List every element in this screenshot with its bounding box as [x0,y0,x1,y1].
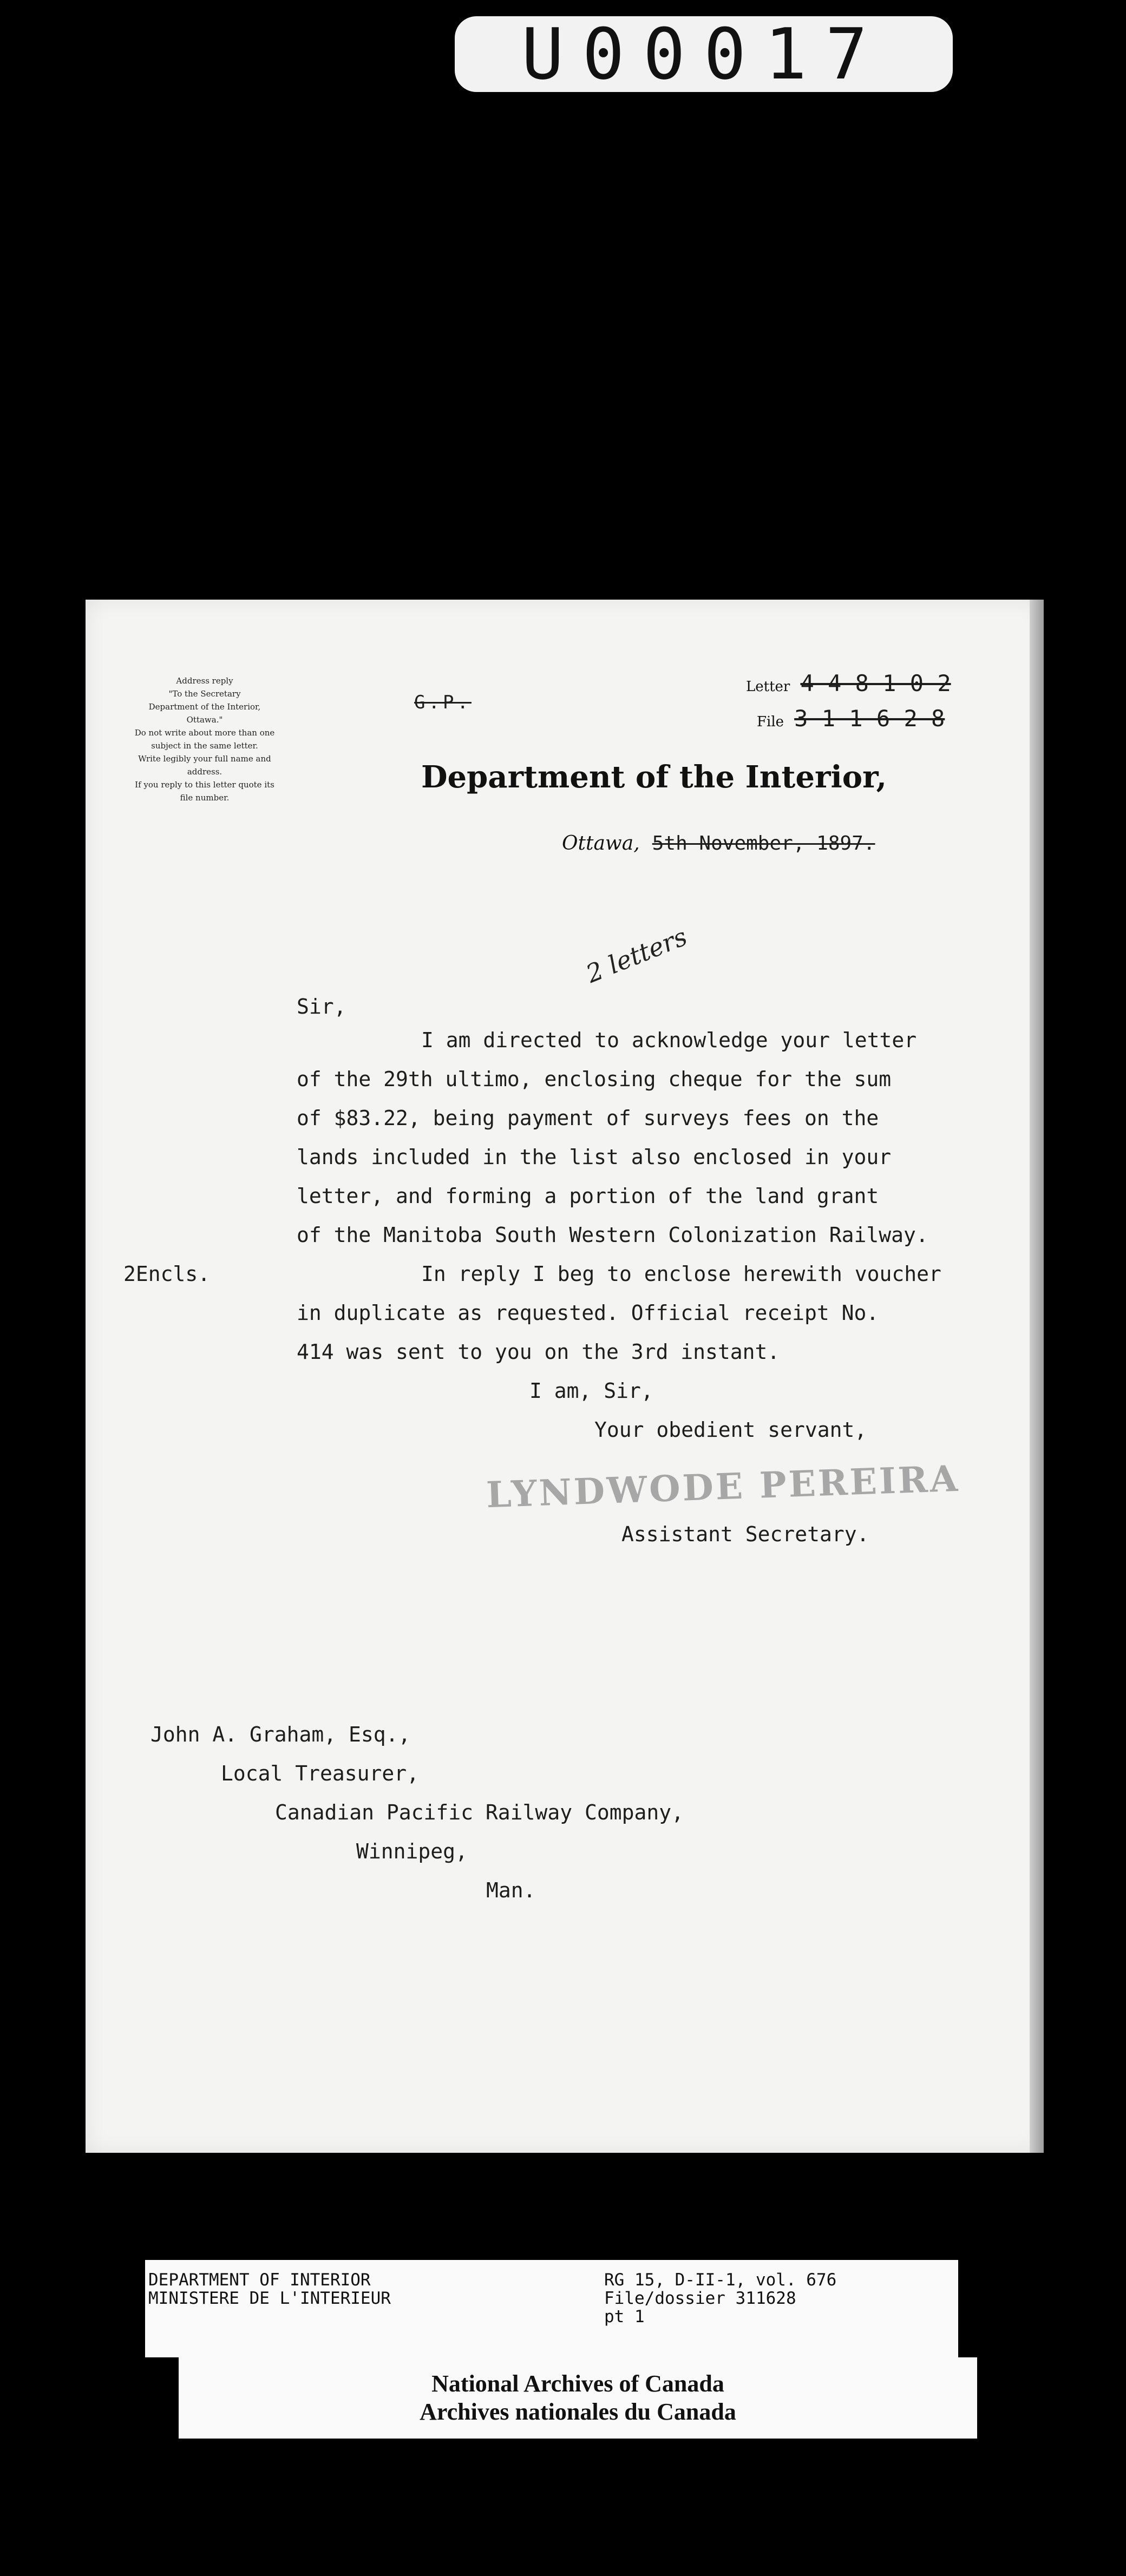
file-number: 3 1 1 6 2 8 [794,705,945,732]
archive-reference-label [145,2260,958,2357]
notice-line: Department of the Interior, [148,702,261,712]
body-line: of $83.22, being payment of surveys fees on the [297,1106,879,1130]
archives-credit-fr: Archives nationales du Canada [420,2398,736,2425]
addressee-line: John A. Graham, Esq., [150,1723,411,1746]
body-line: 414 was sent to you on the 3rd instant. [297,1340,780,1364]
handwritten-annotation: 2 letters [582,922,691,989]
initials: G.P. [414,692,472,713]
body-line: In reply I beg to enclose herewith voucher [421,1262,941,1286]
department-heading: Department of the Interior, [421,759,887,795]
body-line: of the Manitoba South Western Colonization Railway. [297,1223,928,1247]
signature-stamp: LYNDWODE PEREIRA [485,1457,961,1516]
closing-line: I am, Sir, [529,1379,653,1403]
body-line: in duplicate as requested. Official receipt No. [297,1301,879,1325]
notice-line: Do not write about more than one [134,728,275,738]
notice-line: subject in the same letter. [151,741,258,751]
body-line: I am directed to acknowledge your letter [421,1028,917,1052]
body-line: lands included in the list also enclosed in your [297,1145,892,1169]
addressee-line: Local Treasurer, [221,1762,420,1785]
enclosures-note: 2Encls. [123,1262,211,1286]
addressee-line: Canadian Pacific Railway Company, [275,1800,684,1824]
letter-label: Letter [746,679,790,695]
notice-line: "To the Secretary [168,689,241,699]
notice-line: Write legibly your full name and [138,754,271,764]
body-line: of the 29th ultimo, enclosing cheque for the sum [297,1067,892,1091]
page-edge [1030,600,1044,2153]
archives-credit-en: National Archives of Canada [431,2370,724,2397]
notice-line: Address reply [176,676,233,686]
notice-line: address. [187,767,222,777]
archive-dept-en: DEPARTMENT OF INTERIOR [148,2270,371,2290]
body-line: letter, and forming a portion of the land grant [297,1184,879,1208]
signatory-title: Assistant Secretary. [621,1522,869,1546]
archive-dept-fr: MINISTERE DE L'INTERIEUR [148,2289,391,2308]
place-label: Ottawa, [562,832,640,855]
file-number-row [757,705,945,732]
microfilm-frame-number: U00017 [455,16,953,92]
notice-line: file number. [180,793,230,803]
letter-number-row [746,670,951,696]
file-label: File [757,714,784,730]
addressee-line: Man. [486,1878,536,1902]
archive-record-group: RG 15, D-II-1, vol. 676 [604,2270,837,2290]
archive-part: pt 1 [604,2307,645,2327]
addressee-line: Winnipeg, [356,1839,468,1863]
archive-file-number: File/dossier 311628 [604,2289,796,2308]
letter-page [86,600,1044,2153]
notice-line: If you reply to this letter quote its [135,780,274,790]
national-archives-credit [179,2357,977,2439]
notice-line: Ottawa." [186,715,223,725]
letter-number: 4 4 8 1 0 2 [800,670,951,696]
letter-date: 5th November, 1897. [652,832,875,855]
salutation: Sir, [297,995,346,1018]
dateline [562,832,875,855]
closing-line: Your obedient servant, [594,1418,867,1442]
reply-notice [123,675,286,805]
